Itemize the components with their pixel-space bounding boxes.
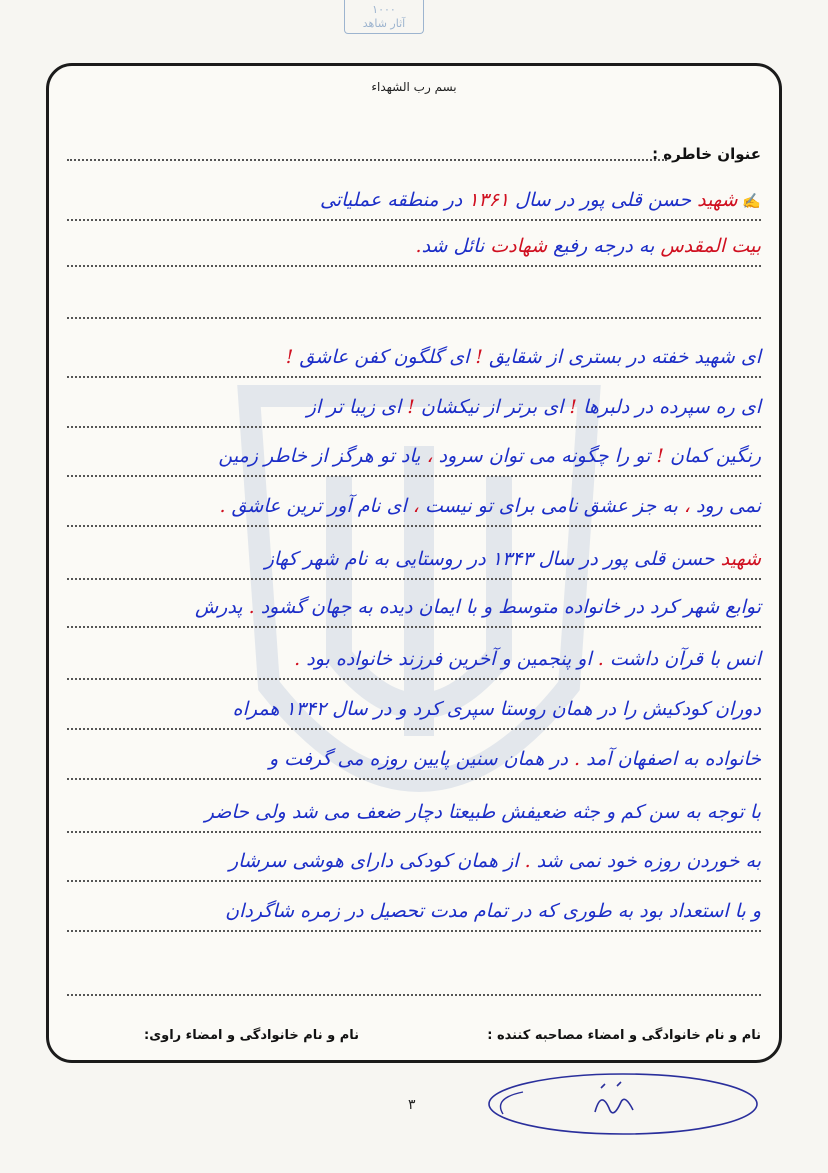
dotted-rule (67, 525, 761, 527)
handwritten-line (67, 648, 761, 670)
dotted-rule (67, 880, 761, 882)
archive-stamp (344, 0, 424, 34)
blue-ink-text: ای گلگون کفن عاشق (299, 346, 470, 368)
blue-ink-text: نمی رود (696, 495, 761, 517)
dotted-rule (67, 626, 761, 628)
blue-ink-text: یاد تو هرگز از خاطر زمین (218, 445, 421, 467)
dotted-rule (67, 376, 761, 378)
blue-ink-text: ای زیبا تر از (306, 396, 402, 418)
handwritten-line (67, 346, 761, 368)
red-ink-text: ! (469, 346, 490, 368)
blue-ink-text: او پنجمین و آخرین فرزند خانواده بود (306, 648, 592, 670)
red-ink-text: ! (401, 396, 421, 418)
blue-ink-text: به خوردن روزه خود نمی شد (536, 850, 761, 872)
dotted-rule (67, 578, 761, 580)
blue-ink-text: و با استعداد بود به طوری که در تمام مدت تحصیل در زمره شاگردان (225, 900, 761, 922)
dotted-rule (67, 994, 761, 996)
dotted-rule (67, 219, 761, 221)
red-ink-text: شهید (720, 548, 761, 570)
signature-stamp (483, 1068, 763, 1140)
blue-ink-text: پدرش (194, 596, 243, 618)
narrator-signature-label: نام و نام خانوادگی و امضاء راوی: (144, 1028, 359, 1043)
blue-ink-text: ای شهید خفته در بستری از شقایق (489, 346, 761, 368)
interviewer-signature-label: نام و نام خانوادگی و امضاء مصاحبه کننده : (487, 1028, 761, 1043)
red-ink-text: شهید (697, 189, 738, 211)
blue-ink-text: خانواده به اصفهان آمد (586, 748, 761, 770)
blue-ink-text: توابع شهر کرد در خانواده متوسط و با ایمان دیده به جهان گشود (260, 596, 761, 618)
blue-ink-text: دوران کودکیش را در همان روستا سپری کرد و در سال ۱۳۴۲ همراه (232, 698, 761, 720)
handwritten-line (67, 235, 761, 257)
handwritten-line (67, 900, 761, 922)
blue-ink-text: در منطقه عملیاتی (319, 189, 469, 211)
blue-ink-text: به جز عشق نامی برای تو نیست (424, 495, 678, 517)
red-ink-text: . (518, 850, 537, 872)
red-ink-text: . (294, 648, 307, 670)
dotted-rule (67, 265, 761, 267)
dotted-rule (67, 426, 761, 428)
red-ink-text: ۱۳۶۱ (468, 189, 510, 211)
blue-ink-text: با توجه به سن کم و جثه ضعیفش طبیعتا دچار ضعف می شد ولی حاضر (204, 801, 761, 823)
blue-ink-text: ای نام آور ترین عاشق (231, 495, 407, 517)
red-ink-text: . (219, 495, 232, 517)
stamp-line-2: آثار شاهد (362, 17, 406, 30)
blue-ink-text: انس با قرآن داشت (609, 648, 761, 670)
blue-ink-text: ای ره سپرده در دلبرها (583, 396, 761, 418)
handwritten-line (67, 698, 761, 720)
handwritten-line (67, 801, 761, 823)
handwritten-line (67, 495, 761, 517)
handwritten-line (67, 189, 761, 211)
red-ink-text: ! (650, 445, 671, 467)
red-ink-text: . (415, 235, 422, 257)
dotted-rule (67, 831, 761, 833)
dotted-rule (67, 930, 761, 932)
blue-ink-text: تو را چگونه می توان سرود (438, 445, 651, 467)
red-ink-text: ! (285, 346, 300, 368)
blue-ink-text: رنگین کمان (670, 445, 761, 467)
dotted-rule (67, 317, 761, 319)
pencil-icon: ✍ (737, 192, 761, 210)
bismillah-header: بسم رب الشهداء (371, 80, 457, 94)
page-number: ۳ (408, 1097, 416, 1113)
red-ink-text: بیت المقدس (660, 235, 761, 257)
handwritten-line (67, 548, 761, 570)
red-ink-text: . (242, 596, 261, 618)
red-ink-text: ! (563, 396, 584, 418)
handwritten-line (67, 850, 761, 872)
blue-ink-text: حسن قلی پور در سال ۱۳۴۳ در روستایی به نام شهر کهاز (264, 548, 721, 570)
red-ink-text: . (591, 648, 610, 670)
memory-title-label: عنوان خاطره : (652, 145, 761, 163)
blue-ink-text: در همان سنین پایین روزه می گرفت و (268, 748, 568, 770)
handwritten-line (67, 596, 761, 618)
red-ink-text: ، (677, 495, 697, 517)
dotted-rule (67, 728, 761, 730)
handwritten-line (67, 748, 761, 770)
blue-ink-text: ای برتر از نیکشان (420, 396, 564, 418)
stamp-line-1: ۱۰۰۰ (372, 3, 396, 16)
memory-title-dotted-line (67, 159, 667, 161)
blue-ink-text: از همان کودکی دارای هوشی سرشار (229, 850, 519, 872)
red-ink-text: شهادت (490, 235, 548, 257)
handwritten-line (67, 396, 761, 418)
dotted-rule (67, 678, 761, 680)
blue-ink-text: نائل شد (421, 235, 491, 257)
red-ink-text: . (567, 748, 587, 770)
dotted-rule (67, 475, 761, 477)
memory-form-card (46, 63, 782, 1063)
dotted-rule (67, 778, 761, 780)
blue-ink-text: حسن قلی پور در سال (509, 189, 698, 211)
handwritten-line (67, 445, 761, 467)
red-ink-text: ، (420, 445, 439, 467)
red-ink-text: ، (406, 495, 425, 517)
blue-ink-text: به درجه رفیع (547, 235, 661, 257)
